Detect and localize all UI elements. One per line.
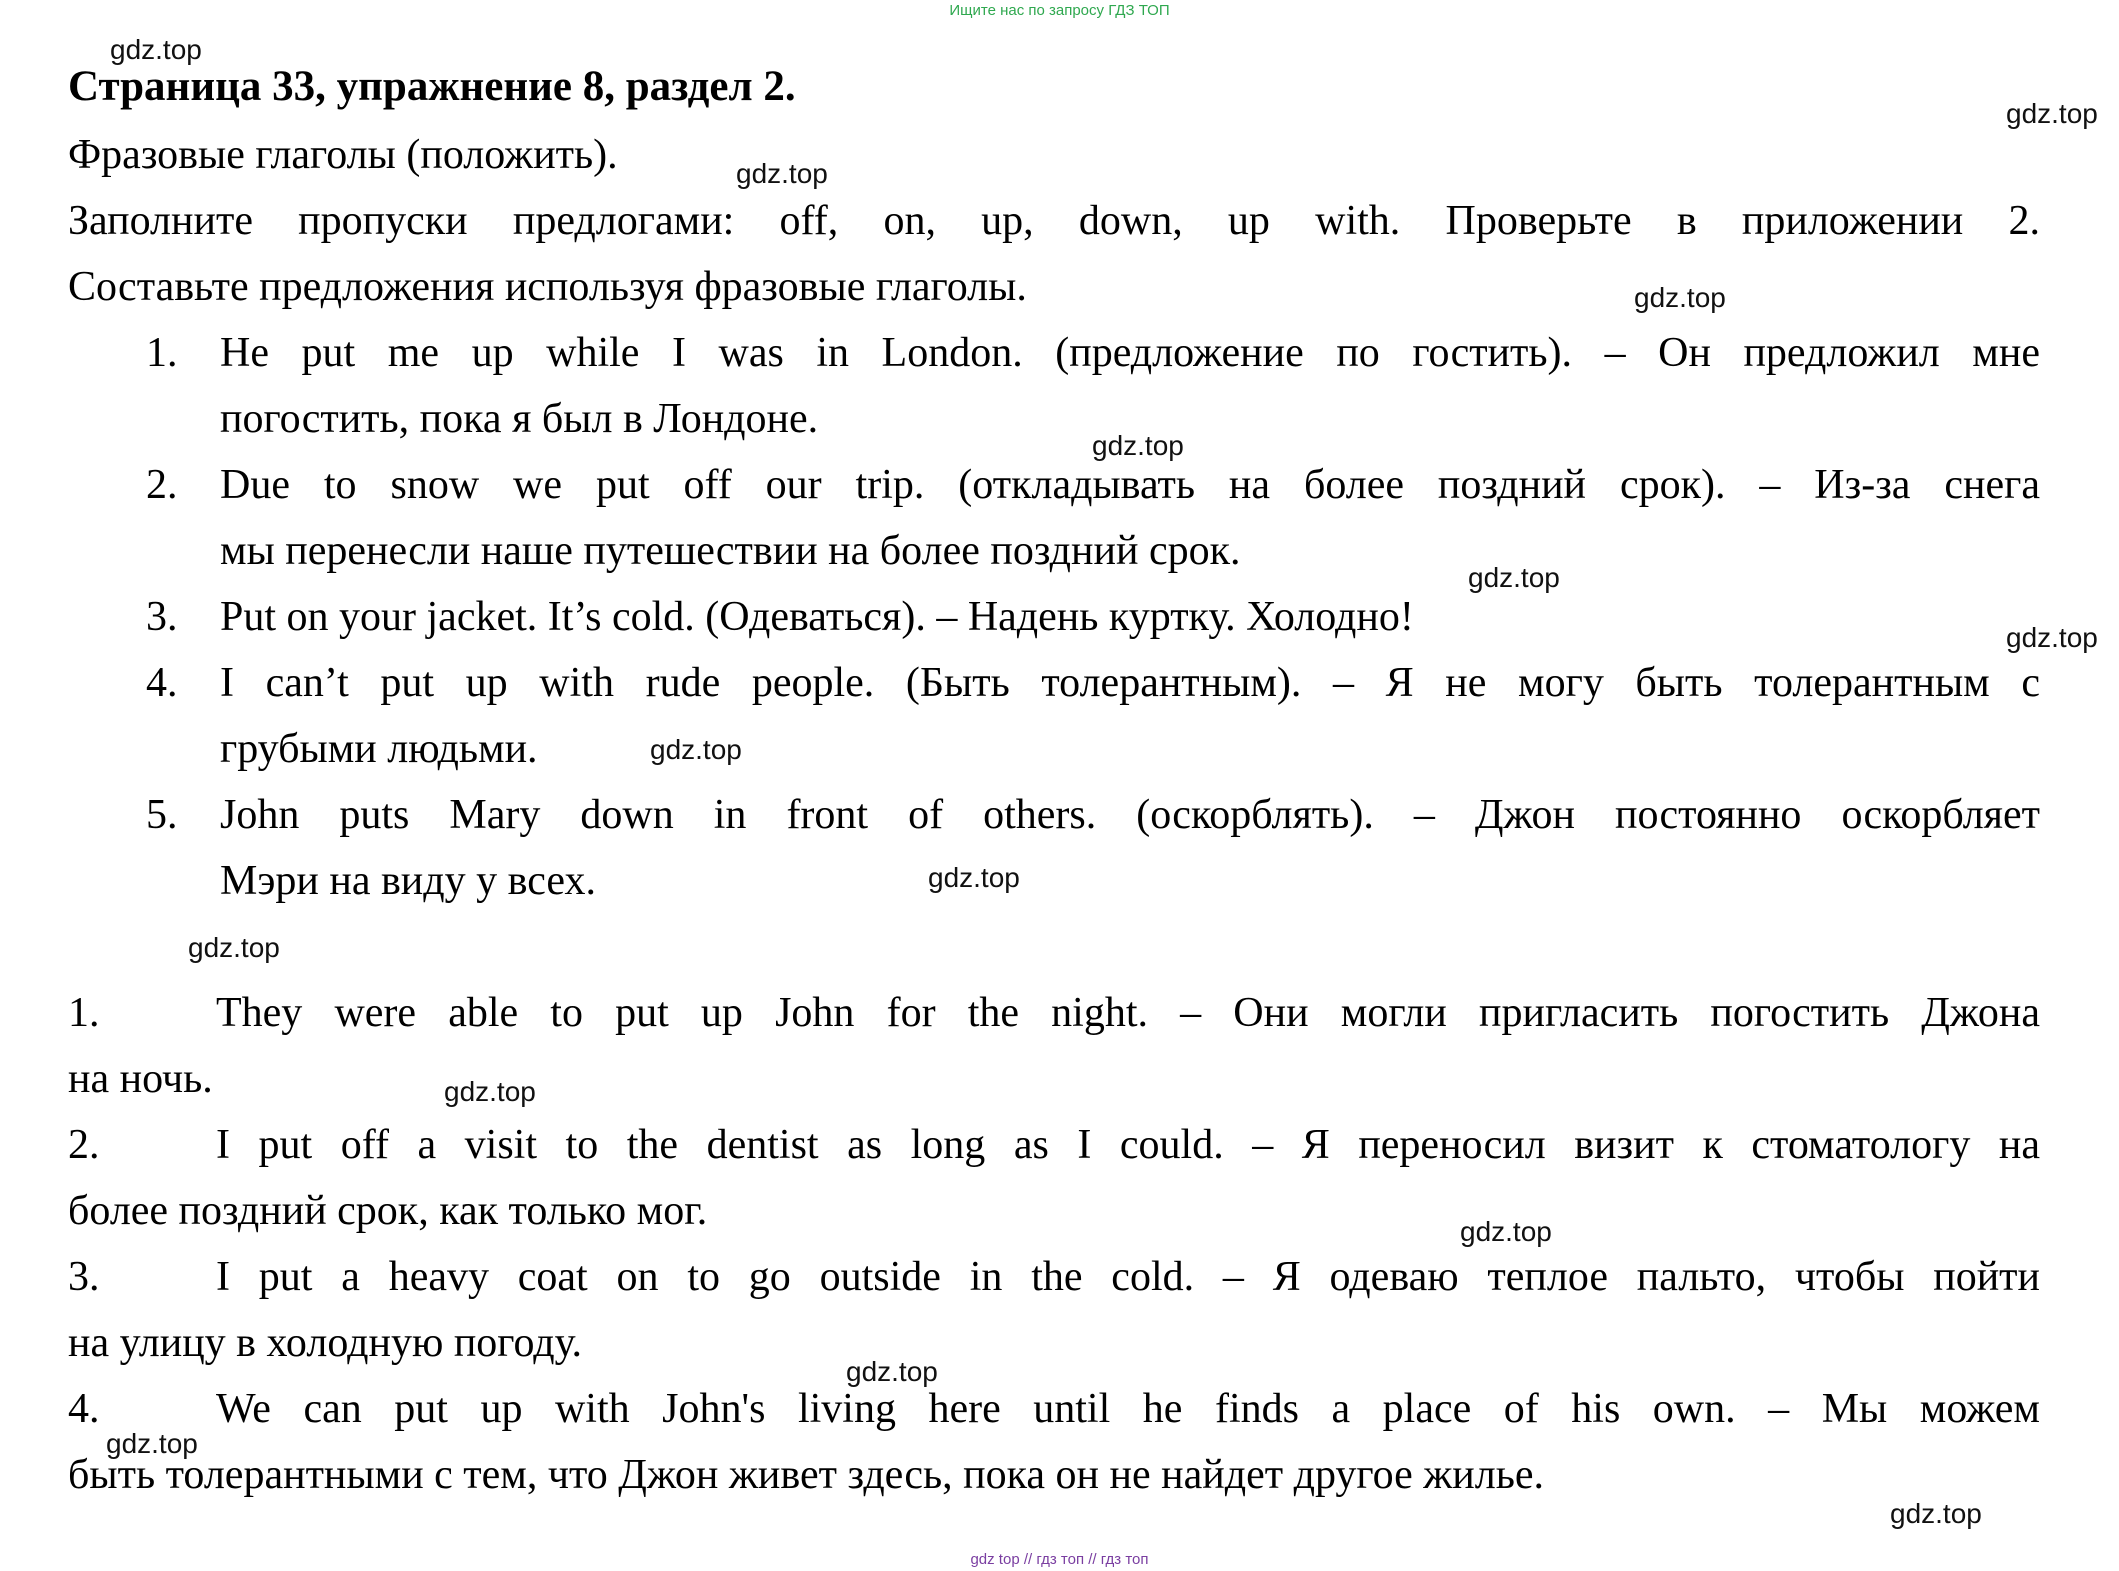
top-note: Ищите нас по запросу ГДЗ ТОП	[949, 2, 1170, 19]
list-item-text: Мэри на виду у всех.	[220, 858, 596, 904]
list-item-number: 2.	[146, 462, 178, 508]
instruction-line-2: Составьте предложения используя фразовые глаголы.	[68, 264, 1027, 310]
sentence-number: 3.	[68, 1254, 100, 1300]
instruction-line-1: Заполните пропуски предлогами: off, on, up, down, up with. Проверьте в приложении 2.	[68, 198, 2040, 244]
sentence-text: на ночь.	[68, 1056, 213, 1102]
list-item-number: 5.	[146, 792, 178, 838]
sentence-text: на улицу в холодную погоду.	[68, 1320, 582, 1366]
watermark: gdz.top	[188, 932, 280, 963]
watermark: gdz.top	[1092, 430, 1184, 461]
list-item-text: мы перенесли наше путешествии на более поздний срок.	[220, 528, 1241, 574]
list-item-text: He put me up while I was in London. (предложение по гостить). – Он предложил мне	[220, 330, 2040, 376]
sentence-text: более поздний срок, как только мог.	[68, 1188, 708, 1234]
list-item-number: 4.	[146, 660, 178, 706]
sentence-number: 2.	[68, 1122, 100, 1168]
list-item-text: Due to snow we put off our trip. (откладывать на более поздний срок). – Из-за снега	[220, 462, 2040, 508]
list-item-text: Put on your jacket. It’s cold. (Одеваться). – Надень куртку. Холодно!	[220, 594, 1414, 640]
watermark: gdz.top	[736, 158, 828, 189]
sentence-text: They were able to put up John for the night. – Они могли пригласить погостить Джона	[216, 990, 2040, 1036]
watermark: gdz.top	[1460, 1216, 1552, 1247]
sentence-text: We can put up with John's living here until he finds a place of his own. – Мы можем	[216, 1386, 2040, 1432]
subtitle: Фразовые глаголы (положить).	[68, 132, 618, 178]
list-item-number: 1.	[146, 330, 178, 376]
list-item-number: 3.	[146, 594, 178, 640]
watermark: gdz.top	[1468, 562, 1560, 593]
watermark: gdz.top	[106, 1428, 198, 1459]
watermark: gdz.top	[928, 862, 1020, 893]
watermark: gdz.top	[1890, 1498, 1982, 1529]
bottom-note: gdz top // гдз топ // гдз топ	[970, 1551, 1149, 1568]
watermark: gdz.top	[444, 1076, 536, 1107]
list-item-text: погостить, пока я был в Лондоне.	[220, 396, 819, 442]
list-item-text: грубыми людьми.	[220, 726, 538, 772]
list-item-text: I can’t put up with rude people. (Быть толерантным). – Я не могу быть толерантным с	[220, 660, 2040, 706]
watermark: gdz.top	[846, 1356, 938, 1387]
watermark: gdz.top	[2006, 622, 2098, 653]
sentence-text: быть толерантными с тем, что Джон живет здесь, пока он не найдет другое жилье.	[68, 1452, 1545, 1498]
sentence-text: I put off a visit to the dentist as long as I could. – Я переносил визит к стоматологу на	[216, 1122, 2040, 1168]
watermark: gdz.top	[1634, 282, 1726, 313]
page-title: Страница 33, упражнение 8, раздел 2.	[68, 63, 796, 110]
watermark: gdz.top	[2006, 98, 2098, 129]
watermark: gdz.top	[110, 34, 202, 65]
list-item-text: John puts Mary down in front of others. (оскорблять). – Джон постоянно оскорбляет	[220, 792, 2040, 838]
sentence-number: 1.	[68, 990, 100, 1036]
sentence-number: 4.	[68, 1386, 100, 1432]
sentence-text: I put a heavy coat on to go outside in the cold. – Я одеваю теплое пальто, чтобы пойти	[216, 1254, 2040, 1300]
watermark: gdz.top	[650, 734, 742, 765]
